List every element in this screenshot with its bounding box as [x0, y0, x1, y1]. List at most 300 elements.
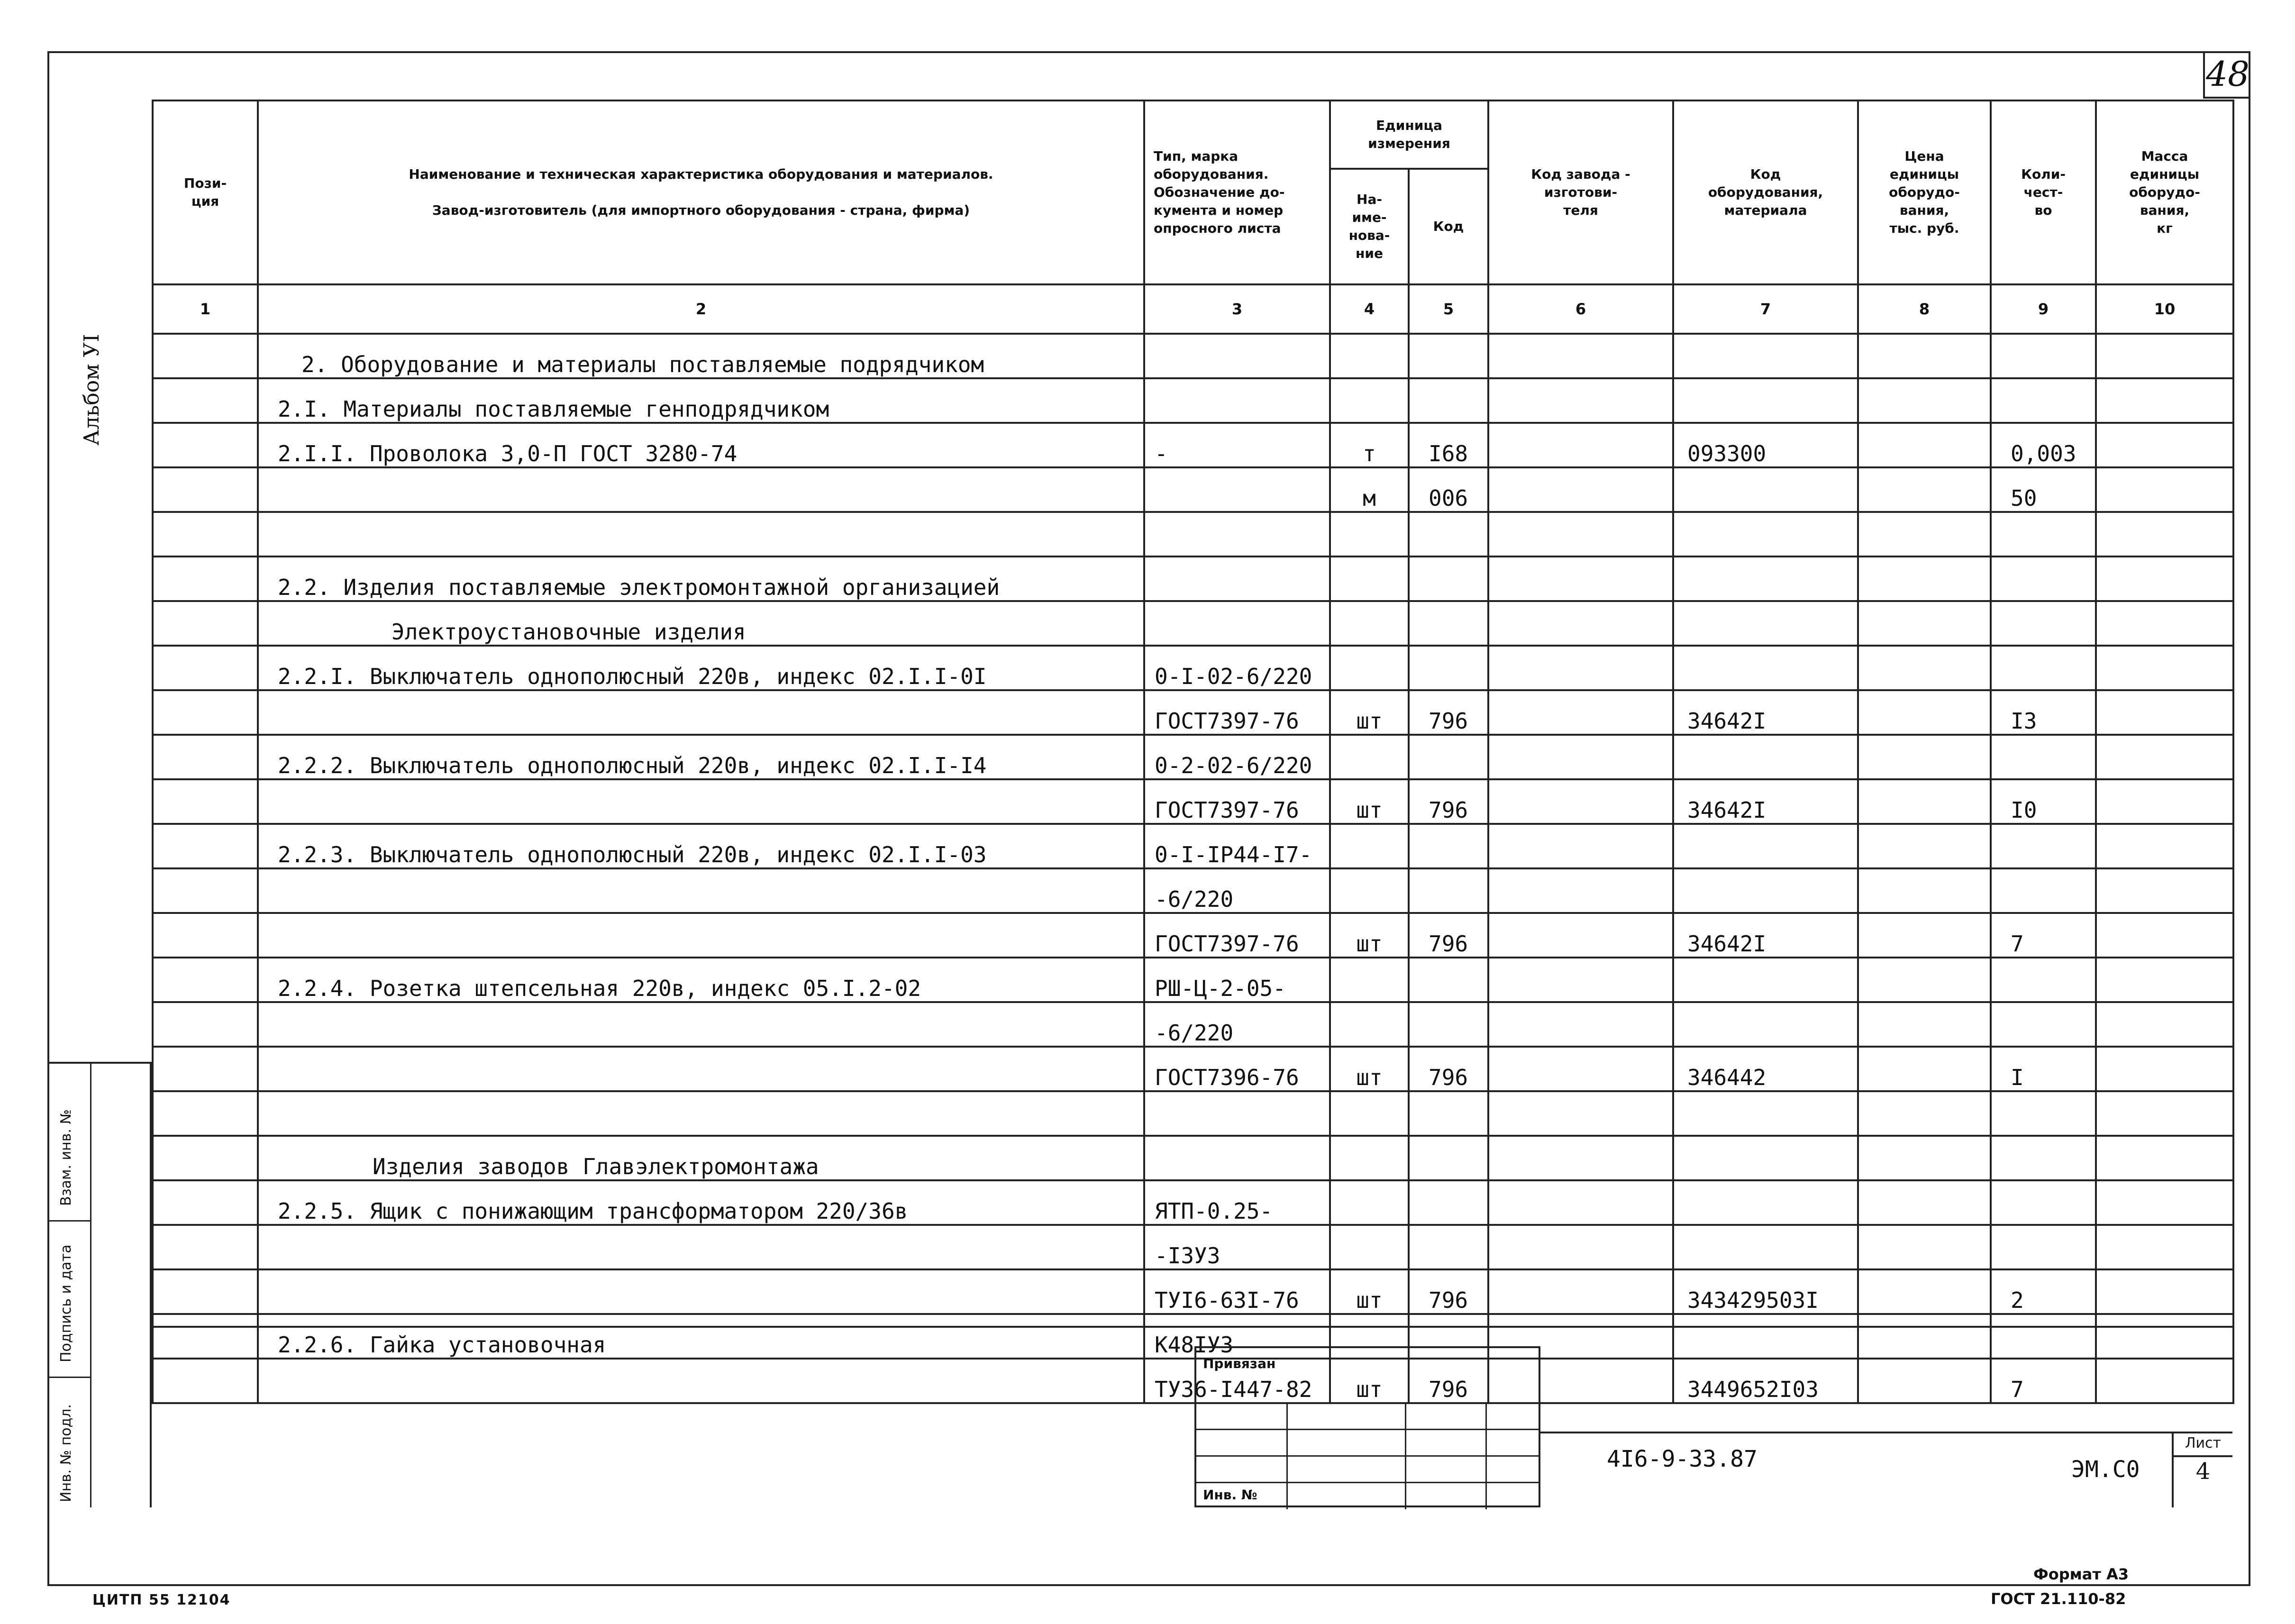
price-cell: [1858, 1180, 1991, 1225]
equipment-code-cell: 343429503I: [1673, 1269, 1858, 1314]
type-cell: [1144, 467, 1330, 512]
plant-code-cell: [1488, 868, 1673, 913]
price-cell: [1858, 378, 1991, 423]
unit-code-cell: 796: [1409, 779, 1488, 824]
type-cell: [1144, 512, 1330, 557]
col-number: 3: [1144, 284, 1330, 334]
header-equipment-code: Код оборудования, материала: [1673, 100, 1858, 284]
unit-name-cell: шт: [1330, 1047, 1409, 1091]
mass-cell: [2096, 913, 2233, 958]
quantity-cell: I: [1991, 1047, 2096, 1091]
equipment-code-cell: [1673, 557, 1858, 601]
equipment-code-cell: [1673, 1002, 1858, 1047]
paper-format: Формат А3: [2033, 1565, 2129, 1583]
quantity-cell: [1991, 1314, 2096, 1359]
unit-name-cell: [1330, 868, 1409, 913]
position-cell: [153, 1002, 258, 1047]
name-cell: [258, 779, 1144, 824]
inventory-label: Инв. №: [1203, 1487, 1257, 1503]
plant-code-cell: [1488, 690, 1673, 735]
position-cell: [153, 868, 258, 913]
col-number: 9: [1991, 284, 2096, 334]
name-cell: [258, 1091, 1144, 1136]
table-row: [153, 467, 2233, 512]
unit-name-cell: [1330, 512, 1409, 557]
quantity-cell: 0,003: [1991, 423, 2096, 467]
table-row: [153, 1359, 2233, 1403]
price-cell: [1858, 467, 1991, 512]
specification-table: [152, 100, 2234, 1404]
plant-code-cell: [1488, 824, 1673, 868]
equipment-code-cell: [1673, 958, 1858, 1002]
mass-cell: [2096, 334, 2233, 378]
unit-code-cell: [1409, 601, 1488, 646]
position-cell: [153, 735, 258, 779]
plant-code-cell: [1488, 913, 1673, 958]
header-name: Наименование и техническая характеристика оборудования и материалов. Завод-изготовитель (для импортного оборудования - страна, фирма): [258, 100, 1144, 284]
price-cell: [1858, 690, 1991, 735]
quantity-cell: [1991, 958, 2096, 1002]
equipment-code-cell: [1673, 378, 1858, 423]
name-cell: 2.2.3. Выключатель однополюсный 220в, индекс 02.I.I-03: [258, 824, 1144, 868]
price-cell: [1858, 1047, 1991, 1091]
mass-cell: [2096, 1180, 2233, 1225]
type-cell: [1144, 1091, 1330, 1136]
name-cell: [258, 512, 1144, 557]
quantity-cell: [1991, 1136, 2096, 1180]
type-cell: [1144, 601, 1330, 646]
col-number: 2: [258, 284, 1144, 334]
col-number: 8: [1858, 284, 1991, 334]
name-cell: 2.I.I. Проволока 3,0-П ГОСТ 3280-74: [258, 423, 1144, 467]
position-cell: [153, 557, 258, 601]
unit-code-cell: 796: [1409, 913, 1488, 958]
quantity-cell: [1991, 735, 2096, 779]
type-cell: ГОСТ7396-76: [1144, 1047, 1330, 1091]
mass-cell: [2096, 779, 2233, 824]
quantity-cell: 2: [1991, 1269, 2096, 1314]
table-row: [153, 1002, 2233, 1047]
equipment-code-cell: [1673, 1136, 1858, 1180]
equipment-code-cell: 34642I: [1673, 913, 1858, 958]
position-cell: [153, 1180, 258, 1225]
name-cell: [258, 1047, 1144, 1091]
equipment-code-cell: [1673, 512, 1858, 557]
unit-name-cell: [1330, 378, 1409, 423]
name-cell: [258, 868, 1144, 913]
unit-name-cell: [1330, 1002, 1409, 1047]
unit-name-cell: шт: [1330, 913, 1409, 958]
mass-cell: [2096, 467, 2233, 512]
unit-name-cell: шт: [1330, 690, 1409, 735]
type-cell: ЯТП-0.25-: [1144, 1180, 1330, 1225]
plant-code-cell: [1488, 1047, 1673, 1091]
type-cell: ГОСТ7397-76: [1144, 779, 1330, 824]
mass-cell: [2096, 512, 2233, 557]
position-cell: [153, 690, 258, 735]
quantity-cell: 50: [1991, 467, 2096, 512]
album-label: Альбом УI: [80, 334, 104, 446]
price-cell: [1858, 1314, 1991, 1359]
unit-code-cell: 006: [1409, 467, 1488, 512]
position-cell: [153, 779, 258, 824]
plant-code-cell: [1488, 334, 1673, 378]
position-cell: [153, 1091, 258, 1136]
unit-code-cell: [1409, 378, 1488, 423]
header-unit-code: Код: [1409, 169, 1488, 284]
unit-name-cell: [1330, 1225, 1409, 1269]
side-stamp-replace-inv: Взам. инв. №: [58, 1109, 74, 1206]
equipment-code-cell: 3449652I03: [1673, 1359, 1858, 1403]
table-row: [153, 1136, 2233, 1180]
equipment-code-cell: 34642I: [1673, 690, 1858, 735]
type-cell: 0-I-IP44-I7-: [1144, 824, 1330, 868]
position-cell: [153, 913, 258, 958]
table-row: [153, 423, 2233, 467]
unit-code-cell: [1409, 334, 1488, 378]
mass-cell: [2096, 1269, 2233, 1314]
unit-name-cell: [1330, 735, 1409, 779]
table-row: [153, 1269, 2233, 1314]
plant-code-cell: [1488, 646, 1673, 690]
table-row: [153, 512, 2233, 557]
binding-stamp: [1194, 1346, 1540, 1507]
sheet-label: Лист: [2174, 1432, 2232, 1457]
type-cell: -6/220: [1144, 868, 1330, 913]
table-row: [153, 557, 2233, 601]
unit-code-cell: [1409, 1180, 1488, 1225]
type-cell: [1144, 557, 1330, 601]
table-row: [153, 913, 2233, 958]
header-mass: Масса единицы оборудо- вания, кг: [2096, 100, 2233, 284]
unit-name-cell: [1330, 1180, 1409, 1225]
col-number: 10: [2096, 284, 2233, 334]
table-row: [153, 868, 2233, 913]
type-cell: РШ-Ц-2-05-: [1144, 958, 1330, 1002]
price-cell: [1858, 958, 1991, 1002]
plant-code-cell: [1488, 557, 1673, 601]
mass-cell: [2096, 1091, 2233, 1136]
unit-name-cell: шт: [1330, 1359, 1409, 1403]
unit-name-cell: [1330, 557, 1409, 601]
unit-name-cell: [1330, 1091, 1409, 1136]
side-stamp-orig-inv: Инв. № подл.: [58, 1404, 74, 1502]
position-cell: [153, 1225, 258, 1269]
unit-name-cell: [1330, 646, 1409, 690]
header-plant-code: Код завода - изготови- теля: [1488, 100, 1673, 284]
price-cell: [1858, 1269, 1991, 1314]
unit-name-cell: шт: [1330, 779, 1409, 824]
header-quantity: Коли- чест- во: [1991, 100, 2096, 284]
unit-code-cell: [1409, 868, 1488, 913]
mass-cell: [2096, 735, 2233, 779]
position-cell: [153, 1047, 258, 1091]
mass-cell: [2096, 1047, 2233, 1091]
mass-cell: [2096, 690, 2233, 735]
table-row: [153, 378, 2233, 423]
position-cell: [153, 1136, 258, 1180]
price-cell: [1858, 1225, 1991, 1269]
table-row: [153, 735, 2233, 779]
unit-code-cell: [1409, 958, 1488, 1002]
quantity-cell: [1991, 824, 2096, 868]
name-cell: [258, 1225, 1144, 1269]
col-number: 1: [153, 284, 258, 334]
table-row: [153, 1314, 2233, 1359]
unit-code-cell: [1409, 512, 1488, 557]
equipment-code-cell: [1673, 646, 1858, 690]
mass-cell: [2096, 1225, 2233, 1269]
table-row: [153, 958, 2233, 1002]
side-stamp: [47, 1062, 152, 1507]
table-row: [153, 334, 2233, 378]
plant-code-cell: [1488, 735, 1673, 779]
plant-code-cell: [1488, 1225, 1673, 1269]
table-row: [153, 690, 2233, 735]
price-cell: [1858, 512, 1991, 557]
table-row: [153, 1180, 2233, 1225]
unit-code-cell: [1409, 1002, 1488, 1047]
mass-cell: [2096, 646, 2233, 690]
unit-name-cell: [1330, 334, 1409, 378]
standard-reference: ГОСТ 21.110-82: [1991, 1590, 2126, 1608]
plant-code-cell: [1488, 378, 1673, 423]
type-cell: ТУ36-I447-82: [1144, 1359, 1330, 1403]
table-body: [153, 334, 2233, 1403]
equipment-code-cell: [1673, 601, 1858, 646]
name-cell: 2.2. Изделия поставляемые электромонтажной организацией: [258, 557, 1144, 601]
unit-code-cell: [1409, 557, 1488, 601]
quantity-cell: [1991, 1225, 2096, 1269]
table-row: [153, 779, 2233, 824]
type-cell: 0-I-02-6/220: [1144, 646, 1330, 690]
sheet-number: 48: [2203, 51, 2250, 99]
name-cell: 2.2.I. Выключатель однополюсный 220в, индекс 02.I.I-0I: [258, 646, 1144, 690]
equipment-code-cell: [1673, 1225, 1858, 1269]
quantity-cell: [1991, 1180, 2096, 1225]
table-row: [153, 646, 2233, 690]
equipment-code-cell: [1673, 467, 1858, 512]
price-cell: [1858, 735, 1991, 779]
quantity-cell: [1991, 334, 2096, 378]
name-cell: 2. Оборудование и материалы поставляемые подрядчиком: [258, 334, 1144, 378]
price-cell: [1858, 334, 1991, 378]
mass-cell: [2096, 1136, 2233, 1180]
unit-code-cell: 796: [1409, 1269, 1488, 1314]
equipment-code-cell: [1673, 334, 1858, 378]
quantity-cell: [1991, 646, 2096, 690]
mass-cell: [2096, 1359, 2233, 1403]
quantity-cell: I3: [1991, 690, 2096, 735]
table-bottom-rule: [152, 1326, 2232, 1328]
unit-code-cell: 796: [1409, 1047, 1488, 1091]
unit-name-cell: [1330, 958, 1409, 1002]
printer-code: ЦИТП 55 12104: [92, 1592, 231, 1608]
position-cell: [153, 601, 258, 646]
unit-name-cell: т: [1330, 423, 1409, 467]
plant-code-cell: [1488, 1269, 1673, 1314]
equipment-code-cell: [1673, 1314, 1858, 1359]
type-cell: [1144, 378, 1330, 423]
name-cell: [258, 913, 1144, 958]
unit-code-cell: [1409, 646, 1488, 690]
quantity-cell: [1991, 378, 2096, 423]
plant-code-cell: [1488, 1136, 1673, 1180]
mass-cell: [2096, 378, 2233, 423]
quantity-cell: [1991, 1091, 2096, 1136]
mass-cell: [2096, 601, 2233, 646]
table-row: [153, 1225, 2233, 1269]
header-price: Цена единицы оборудо- вания, тыс. руб.: [1858, 100, 1991, 284]
position-cell: [153, 423, 258, 467]
position-cell: [153, 824, 258, 868]
equipment-code-cell: [1673, 1180, 1858, 1225]
mass-cell: [2096, 1314, 2233, 1359]
plant-code-cell: [1488, 779, 1673, 824]
name-cell: 2.I. Материалы поставляемые генподрядчиком: [258, 378, 1144, 423]
quantity-cell: [1991, 557, 2096, 601]
plant-code-cell: [1488, 467, 1673, 512]
plant-code-cell: [1488, 512, 1673, 557]
mass-cell: [2096, 423, 2233, 467]
mass-cell: [2096, 1002, 2233, 1047]
sheet-value: 4: [2195, 1458, 2211, 1485]
price-cell: [1858, 1002, 1991, 1047]
price-cell: [1858, 868, 1991, 913]
quantity-cell: 7: [1991, 1359, 2096, 1403]
plant-code-cell: [1488, 1180, 1673, 1225]
quantity-cell: [1991, 868, 2096, 913]
table-row: [153, 824, 2233, 868]
plant-code-cell: [1488, 958, 1673, 1002]
document-code: 4I6-9-33.87: [1607, 1446, 1758, 1472]
name-cell: Электроустановочные изделия: [258, 601, 1144, 646]
price-cell: [1858, 601, 1991, 646]
quantity-cell: [1991, 1002, 2096, 1047]
position-cell: [153, 467, 258, 512]
mass-cell: [2096, 868, 2233, 913]
price-cell: [1858, 1136, 1991, 1180]
plant-code-cell: [1488, 601, 1673, 646]
col-number: 6: [1488, 284, 1673, 334]
position-cell: [153, 1359, 258, 1403]
col-number: 5: [1409, 284, 1488, 334]
table-row: [153, 1091, 2233, 1136]
type-cell: ТУI6-63I-76: [1144, 1269, 1330, 1314]
name-cell: 2.2.5. Ящик с понижающим трансформатором 220/36в: [258, 1180, 1144, 1225]
header-type: Тип, марка оборудования. Обозначение до- кумента и номер опросного листа: [1144, 100, 1330, 284]
table-row: [153, 601, 2233, 646]
header-unit-name: На- име- нова- ние: [1330, 169, 1409, 284]
position-cell: [153, 378, 258, 423]
price-cell: [1858, 1091, 1991, 1136]
unit-name-cell: [1330, 1136, 1409, 1180]
quantity-cell: [1991, 512, 2096, 557]
binding-label: Привязан: [1203, 1356, 1276, 1371]
type-cell: ГОСТ7397-76: [1144, 913, 1330, 958]
type-cell: [1144, 1136, 1330, 1180]
price-cell: [1858, 646, 1991, 690]
equipment-code-cell: [1673, 824, 1858, 868]
unit-code-cell: [1409, 1091, 1488, 1136]
position-cell: [153, 1269, 258, 1314]
position-cell: [153, 646, 258, 690]
name-cell: 2.2.2. Выключатель однополюсный 220в, индекс 02.I.I-I4: [258, 735, 1144, 779]
mass-cell: [2096, 958, 2233, 1002]
unit-code-cell: [1409, 824, 1488, 868]
equipment-code-cell: 346442: [1673, 1047, 1858, 1091]
equipment-code-cell: 34642I: [1673, 779, 1858, 824]
type-cell: -6/220: [1144, 1002, 1330, 1047]
type-cell: -I3У3: [1144, 1225, 1330, 1269]
price-cell: [1858, 779, 1991, 824]
col-number: 7: [1673, 284, 1858, 334]
name-cell: 2.2.6. Гайка установочная: [258, 1314, 1144, 1359]
position-cell: [153, 1314, 258, 1359]
name-cell: [258, 1269, 1144, 1314]
type-cell: -: [1144, 423, 1330, 467]
name-cell: [258, 690, 1144, 735]
unit-name-cell: м: [1330, 467, 1409, 512]
type-cell: 0-2-02-6/220: [1144, 735, 1330, 779]
name-cell: 2.2.4. Розетка штепсельная 220в, индекс 05.I.2-02: [258, 958, 1144, 1002]
unit-code-cell: I68: [1409, 423, 1488, 467]
position-cell: [153, 512, 258, 557]
plant-code-cell: [1488, 423, 1673, 467]
price-cell: [1858, 423, 1991, 467]
position-cell: [153, 958, 258, 1002]
name-cell: Изделия заводов Главэлектромонтажа: [258, 1136, 1144, 1180]
quantity-cell: 7: [1991, 913, 2096, 958]
mass-cell: [2096, 557, 2233, 601]
name-cell: [258, 467, 1144, 512]
price-cell: [1858, 913, 1991, 958]
unit-code-cell: [1409, 735, 1488, 779]
table-row: [153, 1047, 2233, 1091]
name-cell: [258, 1359, 1144, 1403]
price-cell: [1858, 557, 1991, 601]
type-cell: ГОСТ7397-76: [1144, 690, 1330, 735]
position-cell: [153, 334, 258, 378]
equipment-code-cell: [1673, 735, 1858, 779]
document-suffix: ЭМ.С0: [2071, 1456, 2140, 1483]
unit-code-cell: 796: [1409, 1359, 1488, 1403]
quantity-cell: I0: [1991, 779, 2096, 824]
unit-code-cell: 796: [1409, 690, 1488, 735]
price-cell: [1858, 824, 1991, 868]
header-unit: Единица измерения: [1330, 100, 1488, 169]
unit-code-cell: [1409, 1136, 1488, 1180]
equipment-code-cell: [1673, 868, 1858, 913]
unit-name-cell: шт: [1330, 1269, 1409, 1314]
plant-code-cell: [1488, 1091, 1673, 1136]
equipment-code-cell: 093300: [1673, 423, 1858, 467]
side-stamp-signature-date: Подпись и дата: [58, 1244, 74, 1362]
col-number: 4: [1330, 284, 1409, 334]
mass-cell: [2096, 824, 2233, 868]
unit-name-cell: [1330, 824, 1409, 868]
header-position: Пози- ция: [153, 100, 258, 284]
equipment-code-cell: [1673, 1091, 1858, 1136]
plant-code-cell: [1488, 1002, 1673, 1047]
unit-code-cell: [1409, 1225, 1488, 1269]
sheet-box: [2172, 1432, 2232, 1507]
name-cell: [258, 1002, 1144, 1047]
quantity-cell: [1991, 601, 2096, 646]
price-cell: [1858, 1359, 1991, 1403]
unit-name-cell: [1330, 601, 1409, 646]
type-cell: К48IУ3: [1144, 1314, 1330, 1359]
